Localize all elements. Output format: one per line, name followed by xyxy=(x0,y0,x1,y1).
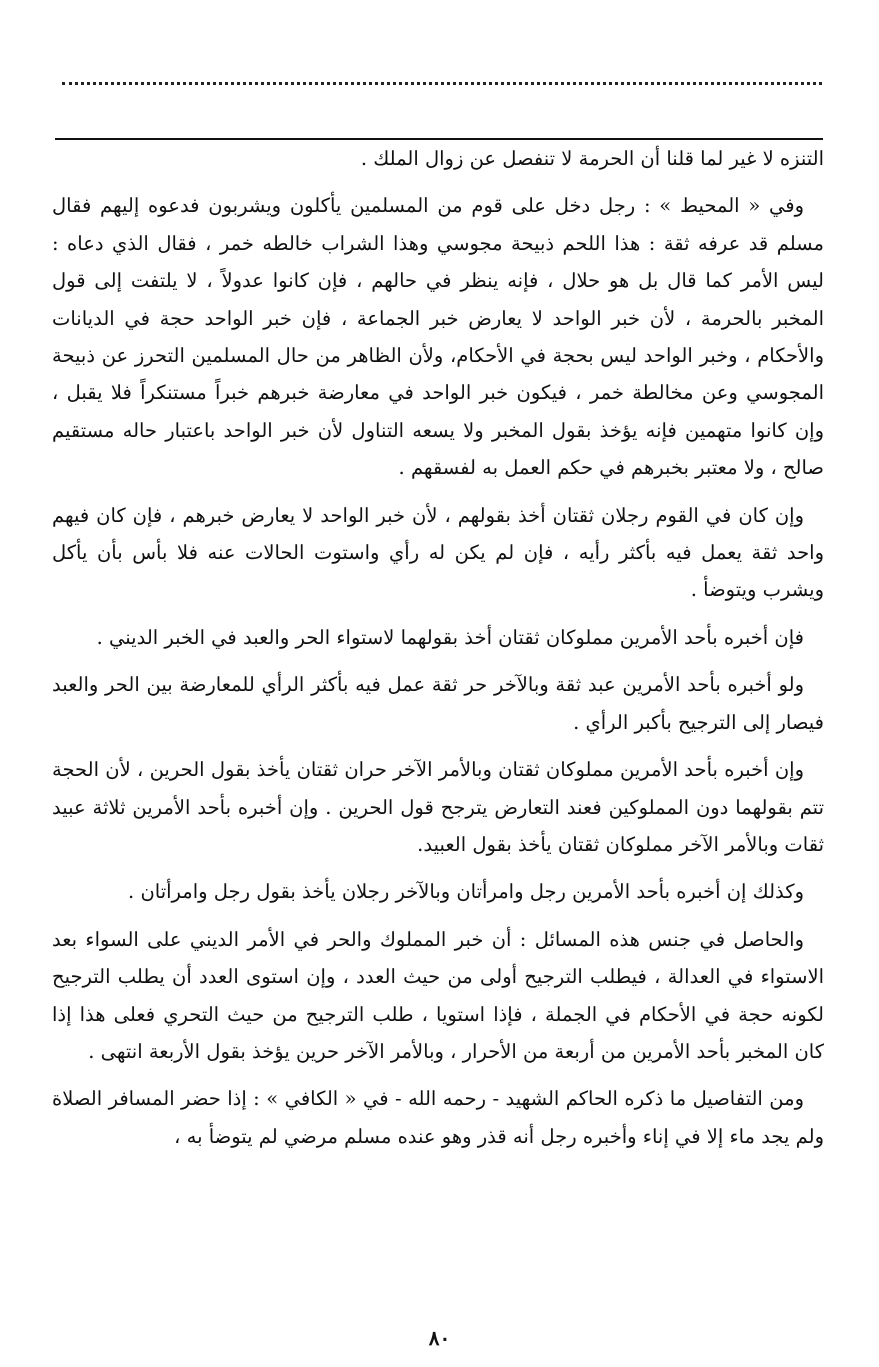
paragraph: وفي « المحيط » : رجل دخل على قوم من المسلمين يأكلون ويشربون فدعوه إليهم فقال مسلم قد عرفه ثقة : هذا اللحم ذبيحة مجوسي وهذا الشراب خالطه خمر ، فقال الذي دعاه : ليس الأمر كما قال بل هو حلال ، فإنه ينظر في حالهم ، فإن كانوا عدولاً ، لا يلتفت إلى قول المخبر بالحرمة ، لأن خبر الواحد لا يعارض خبر الجماعة ، فإن خبر الواحد حجة في الديانات والأحكام ، وخبر الواحد ليس بحجة في الأحكام، ولأن الظاهر من حال المسلمين التحرز عن ذبيحة المجوسي وعن مخالطة خمر ، فيكون خبر الواحد في معارضة خبرهم خبراً مستنكراً فلا يقبل ، وإن كانوا متهمين فإنه يؤخذ بقول المخبر ولا يسعه التناول لأن خبر الواحد باعتبار حاله مستقيم صالح ، ولا معتبر بخبرهم في حكم العمل به لفسقهم . xyxy=(52,194,824,480)
page-number: ٨٠ xyxy=(428,1326,451,1350)
paragraph: ولو أخبره بأحد الأمرين عبد ثقة وبالآخر حر ثقة عمل فيه بأكثر الرأي للمعارضة بين الحر والعبد فيصار إلى الترجيح بأكبر الرأي . xyxy=(52,673,824,734)
paragraph: والحاصل في جنس هذه المسائل : أن خبر المملوك والحر في الأمر الديني على السواء بعد الاستواء في العدالة ، فيطلب الترجيح أولى من حيث العدد ، وإن استوى العدد أن يطلب الترجيح لكونه حجة في الأحكام في الجملة ، فإذا استويا ، طلب الترجيح من حيث التحري فعلى هذا إذا كان المخبر بأحد الأمرين من أربعة من الأحرار ، وبالأمر الآخر حرين يؤخذ بقول الأربعة انتهى . xyxy=(52,927,824,1063)
paragraph: وإن كان في القوم رجلان ثقتان أخذ بقولهم ، لأن خبر الواحد لا يعارض خبرهم ، فإن كان فيهم واحد ثقة يعمل فيه بأكثر رأيه ، فإن لم يكن له رأي واستوت الحالات عنه فلا بأس بأن يأكل ويشرب ويتوضأ . xyxy=(52,503,824,602)
paragraph: التنزه لا غير لما قلنا أن الحرمة لا تنفصل عن زوال الملك . xyxy=(360,147,824,170)
paragraph: ومن التفاصيل ما ذكره الحاكم الشهيد - رحمه الله - في « الكافي » : إذا حضر المسافر الصلاة ولم يجد ماء إلا في إناء وأخبره رجل أنه قذر وهو عنده مسلم مرضي لم يتوضأ به ، xyxy=(52,1087,824,1148)
paragraph: وكذلك إن أخبره بأحد الأمرين رجل وامرأتان وبالآخر رجلان يأخذ بقول رجل وامرأتان . xyxy=(128,880,804,904)
paragraph: فإن أخبره بأحد الأمرين مملوكان ثقتان أخذ بقولهما لاستواء الحر والعبد في الخبر الديني . xyxy=(96,625,804,649)
paragraph: وإن أخبره بأحد الأمرين مملوكان ثقتان وبالأمر الآخر حران ثقتان يأخذ بقول الحرين ، لأن الحجة تتم بقولهما دون المملوكين فعند التعارض يترجح قول الحرين . وإن أخبره بأحد الأمرين ثلاثة عبيد ثقات وبالأمر الآخر مملوكان ثقتان يأخذ بقول العبيد. xyxy=(52,758,824,856)
header-dotted-line xyxy=(62,82,822,85)
page-body xyxy=(52,140,824,1290)
